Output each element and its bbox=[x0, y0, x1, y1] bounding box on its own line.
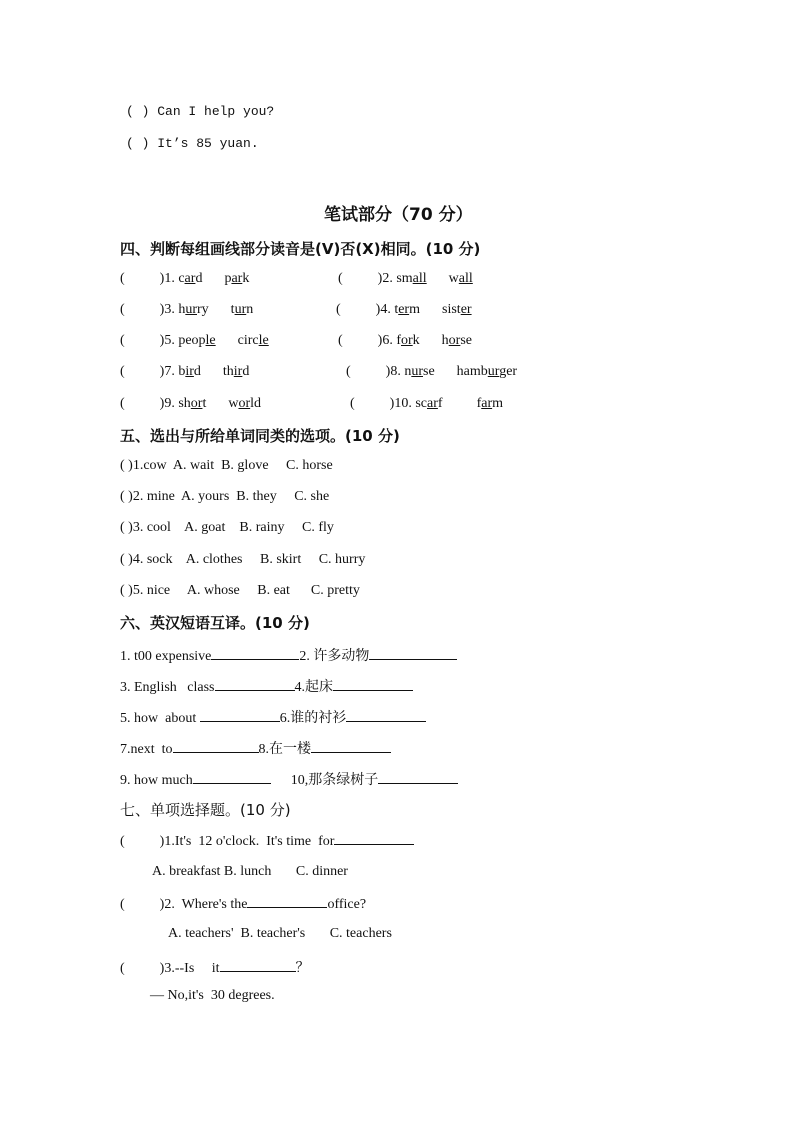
answer-blank[interactable] bbox=[346, 709, 426, 722]
underlined-letters: ir bbox=[185, 364, 194, 379]
phrase: 8.在一楼 bbox=[258, 742, 311, 757]
underlined-letters: or bbox=[190, 396, 203, 411]
word-part: w bbox=[228, 396, 239, 411]
sound-item-9 bbox=[120, 396, 261, 412]
translation-row-2 bbox=[120, 676, 413, 696]
word-2 bbox=[449, 271, 473, 286]
section-5-heading: 五、选出与所给单词同类的选项。(10 分) bbox=[120, 427, 400, 445]
word-part: circ bbox=[237, 333, 259, 348]
choice-options-1: A. breakfast B. lunch C. dinner bbox=[152, 864, 348, 879]
word-1 bbox=[178, 396, 206, 411]
dialogue-text: Can I help you? bbox=[157, 104, 275, 119]
choice-question-1 bbox=[120, 832, 414, 850]
word-part: sh bbox=[178, 396, 191, 411]
word-part: d bbox=[193, 364, 201, 379]
word-part: sm bbox=[396, 271, 413, 286]
choice-question-2 bbox=[120, 895, 366, 913]
word-part: th bbox=[222, 364, 234, 379]
underlined-letters: le bbox=[258, 333, 269, 348]
underlined-letters: ur bbox=[234, 302, 247, 317]
sound-item-4 bbox=[336, 302, 472, 318]
answer-paren[interactable]: ( ) bbox=[338, 271, 383, 286]
phrase: 1. t00 expensive bbox=[120, 649, 212, 664]
word-part: ry bbox=[197, 302, 209, 317]
dialogue-text: It’s 85 yuan. bbox=[157, 136, 259, 151]
answer-paren[interactable]: ( ) bbox=[120, 396, 165, 411]
sound-item-8 bbox=[346, 364, 517, 380]
word-1 bbox=[394, 302, 420, 317]
answer-paren[interactable]: ( ) bbox=[120, 333, 165, 348]
word-part: h bbox=[441, 333, 449, 348]
underlined-letters: ar bbox=[481, 396, 493, 411]
underlined-letters: ur bbox=[185, 302, 197, 317]
item-number: 10. bbox=[394, 396, 416, 411]
choice-options-2: A. teachers' B. teacher's C. teachers bbox=[168, 926, 392, 941]
answer-paren[interactable]: ( ) bbox=[346, 364, 391, 379]
answer-blank[interactable] bbox=[220, 959, 296, 972]
section-7-heading: 七、单项选择题。(10 分) bbox=[120, 801, 291, 819]
dialogue-line-1 bbox=[126, 104, 274, 119]
question-text: 2. mine A. yours B. they C. she bbox=[132, 489, 330, 504]
answer-paren[interactable]: ( ) bbox=[336, 302, 381, 317]
word-2 bbox=[442, 302, 472, 317]
answer-paren[interactable]: ( ) bbox=[120, 302, 165, 317]
word-part: f bbox=[437, 396, 443, 411]
answer-blank[interactable] bbox=[378, 771, 458, 784]
item-number: 3. bbox=[164, 302, 179, 317]
underlined-letters: or bbox=[401, 333, 413, 348]
answer-blank[interactable] bbox=[215, 678, 295, 691]
word-part: t bbox=[230, 302, 235, 317]
word-part: n bbox=[246, 302, 254, 317]
section-5-item-4 bbox=[120, 552, 365, 568]
answer-blank[interactable] bbox=[173, 740, 259, 753]
word-part: d bbox=[195, 271, 203, 286]
answer-paren: ( ) bbox=[126, 136, 150, 151]
underlined-letters: or bbox=[448, 333, 461, 348]
underlined-letters: ur bbox=[487, 364, 500, 379]
item-number: 1. bbox=[164, 271, 179, 286]
question-mark: ？ bbox=[295, 961, 310, 976]
phrase: 5. how about bbox=[120, 711, 200, 726]
answer-paren: ( ) bbox=[120, 834, 165, 849]
item-number: 6. bbox=[382, 333, 397, 348]
underlined-letters: ar bbox=[427, 396, 438, 411]
word-part: t bbox=[202, 396, 207, 411]
question-text: 1.cow A. wait B. glove C. horse bbox=[132, 458, 333, 473]
answer-paren: ( ) bbox=[120, 961, 165, 976]
underlined-letters: le bbox=[205, 333, 216, 348]
answer-paren: ( ) bbox=[120, 552, 133, 567]
phrase: 7.next to bbox=[120, 742, 173, 757]
section-5-item-2 bbox=[120, 489, 329, 505]
item-number: 5. bbox=[164, 333, 179, 348]
answer-paren: ( ) bbox=[120, 520, 133, 535]
word-part: peop bbox=[178, 333, 206, 348]
question-text: 4. sock A. clothes B. skirt C. hurry bbox=[132, 552, 366, 567]
item-number: 4. bbox=[380, 302, 395, 317]
answer-blank[interactable] bbox=[311, 740, 391, 753]
translation-row-4 bbox=[120, 738, 391, 758]
sound-item-1 bbox=[120, 271, 249, 287]
word-1 bbox=[396, 271, 426, 286]
phrase: 2. 许多动物 bbox=[299, 649, 370, 664]
word-2 bbox=[231, 302, 254, 317]
word-part: p bbox=[224, 271, 232, 286]
word-1 bbox=[415, 396, 442, 411]
underlined-letters: ar bbox=[231, 271, 243, 286]
sound-item-5 bbox=[120, 333, 269, 349]
word-part: sc bbox=[415, 396, 427, 411]
word-2 bbox=[228, 396, 261, 411]
sound-item-3 bbox=[120, 302, 253, 318]
translation-row-3 bbox=[120, 707, 426, 727]
sound-item-6 bbox=[338, 333, 472, 349]
answer-blank[interactable] bbox=[334, 832, 414, 845]
underlined-letters: or bbox=[238, 396, 251, 411]
sound-item-2 bbox=[338, 271, 473, 287]
answer-paren: ( ) bbox=[120, 458, 133, 473]
word-part: m bbox=[409, 302, 420, 317]
word-part: d bbox=[242, 364, 250, 379]
choice-question-3 bbox=[120, 957, 310, 977]
word-part: k bbox=[412, 333, 420, 348]
phrase: 3. English class bbox=[120, 680, 215, 695]
underlined-letters: ar bbox=[184, 271, 196, 286]
answer-paren: ( ) bbox=[120, 489, 133, 504]
answer-blank[interactable] bbox=[247, 895, 327, 908]
word-2 bbox=[477, 396, 503, 411]
answer-paren: ( ) bbox=[126, 104, 150, 119]
answer-blank[interactable] bbox=[369, 647, 457, 660]
section-5-item-5 bbox=[120, 583, 360, 599]
underlined-letters: ir bbox=[233, 364, 243, 379]
word-part: h bbox=[178, 302, 186, 317]
question-text: 3. cool A. goat B. rainy C. fly bbox=[132, 520, 334, 535]
answer-blank[interactable] bbox=[333, 678, 413, 691]
word-part: k bbox=[242, 271, 250, 286]
item-number: 8. bbox=[390, 364, 405, 379]
underlined-letters: all bbox=[412, 271, 427, 286]
phrase: 6.谁的衬衫 bbox=[279, 711, 347, 726]
word-2 bbox=[238, 333, 269, 348]
question-text: 1.It's 12 o'clock. It's time for bbox=[164, 834, 335, 849]
item-number: 9. bbox=[164, 396, 179, 411]
phrase: 9. how much bbox=[120, 773, 193, 788]
underlined-letters: all bbox=[458, 271, 473, 286]
item-number: 7. bbox=[164, 364, 179, 379]
answer-paren: ( ) bbox=[120, 897, 165, 912]
translation-row-5 bbox=[120, 769, 458, 789]
sound-item-10 bbox=[350, 396, 503, 412]
word-2 bbox=[457, 364, 517, 379]
word-1 bbox=[404, 364, 434, 379]
word-part: m bbox=[492, 396, 504, 411]
word-1 bbox=[178, 333, 215, 348]
word-part: f bbox=[396, 333, 401, 348]
word-part: f bbox=[476, 396, 482, 411]
choice-answer-3: — No,it's 30 degrees. bbox=[150, 988, 275, 1003]
answer-paren[interactable]: ( ) bbox=[350, 396, 395, 411]
word-1 bbox=[178, 271, 202, 286]
word-2 bbox=[224, 271, 249, 286]
phrase: 4.起床 bbox=[294, 680, 333, 695]
item-number: 2. bbox=[382, 271, 397, 286]
phrase: 10,那条绿树子 bbox=[290, 773, 379, 788]
sound-item-7 bbox=[120, 364, 249, 380]
word-2 bbox=[442, 333, 472, 348]
word-part: n bbox=[404, 364, 412, 379]
question-text-end: office? bbox=[327, 897, 367, 912]
answer-blank[interactable] bbox=[200, 709, 280, 722]
section-6-heading: 六、英汉短语互译。(10 分) bbox=[120, 614, 310, 632]
question-text: 3.--Is it bbox=[164, 961, 220, 976]
answer-paren[interactable]: ( ) bbox=[338, 333, 383, 348]
word-2 bbox=[223, 364, 249, 379]
word-part: b bbox=[178, 364, 186, 379]
question-text: 5. nice A. whose B. eat C. pretty bbox=[132, 583, 360, 598]
answer-paren[interactable]: ( ) bbox=[120, 364, 165, 379]
word-part: sist bbox=[442, 302, 461, 317]
word-part: w bbox=[448, 271, 459, 286]
answer-paren: ( ) bbox=[120, 583, 133, 598]
underlined-letters: er bbox=[398, 302, 410, 317]
answer-blank[interactable] bbox=[193, 771, 271, 784]
dialogue-line-2 bbox=[126, 136, 259, 151]
written-part-title: 笔试部分（70 分） bbox=[324, 205, 473, 225]
word-part: c bbox=[178, 271, 185, 286]
answer-blank[interactable] bbox=[211, 647, 299, 660]
answer-paren[interactable]: ( ) bbox=[120, 271, 165, 286]
word-part: se bbox=[460, 333, 473, 348]
translation-row-1 bbox=[120, 645, 457, 665]
section-5-item-3 bbox=[120, 520, 334, 536]
word-part: ger bbox=[499, 364, 518, 379]
underlined-letters: ur bbox=[411, 364, 423, 379]
word-part: ld bbox=[250, 396, 262, 411]
section-5-item-1 bbox=[120, 458, 333, 474]
word-1 bbox=[178, 364, 201, 379]
underlined-letters: er bbox=[460, 302, 472, 317]
word-part: se bbox=[423, 364, 435, 379]
question-text: 2. Where's the bbox=[164, 897, 248, 912]
word-1 bbox=[396, 333, 419, 348]
word-part: t bbox=[394, 302, 399, 317]
section-4-heading: 四、判断每组画线部分读音是(V)否(X)相同。(10 分) bbox=[120, 240, 481, 258]
word-part: hamb bbox=[456, 364, 488, 379]
word-1 bbox=[178, 302, 208, 317]
